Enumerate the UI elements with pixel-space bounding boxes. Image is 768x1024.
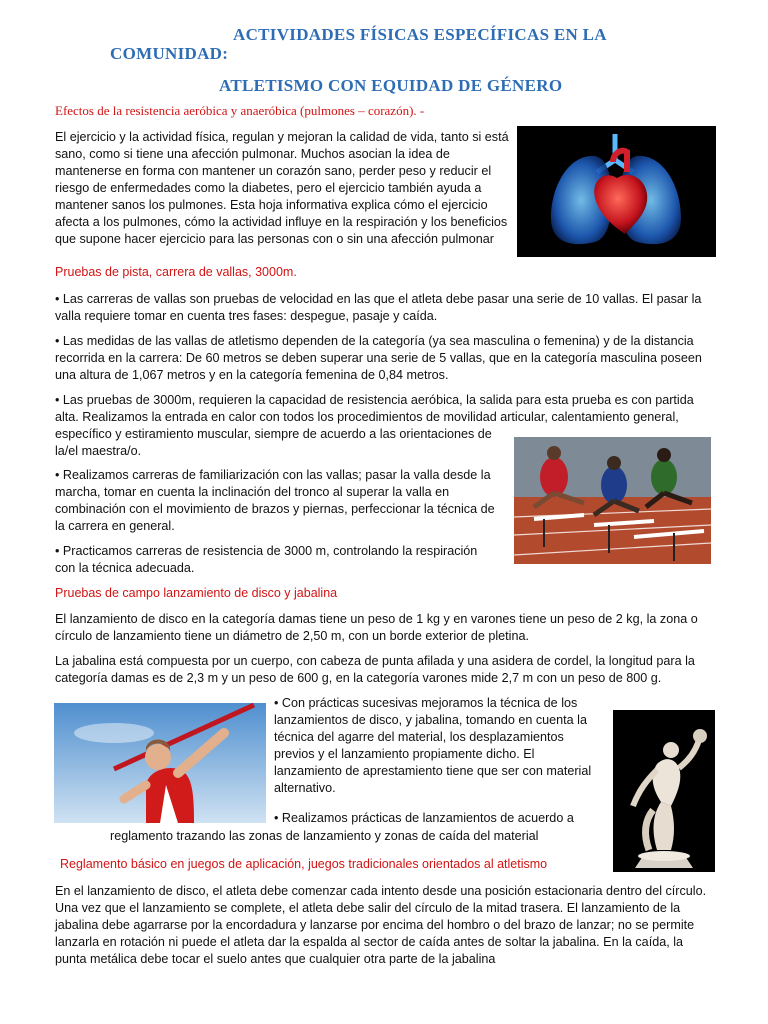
section-body-effects (55, 129, 510, 248)
paragraph: reglamento trazando las zonas de lanzamiento y zonas de caída del material (110, 829, 539, 843)
section-heading-effects: Efectos de la resistencia aeróbica y anaeróbica (pulmones – corazón). - (55, 103, 425, 118)
paragraph-throwing-practice-b (110, 828, 610, 845)
paragraph-throwing-technique (274, 695, 599, 797)
paragraph-3000m-b (55, 426, 510, 460)
paragraph: • Con prácticas sucesivas mejoramos la técnica de los lanzamientos de disco, y jabalina, tomando en cuenta la técnica del agarre del material, los desplazamientos previos y el lanzamiento propiamente dicho. El lanzamiento de aprestamiento tiene que ser con material alternativo. (274, 696, 592, 795)
paragraph: • Las pruebas de 3000m, requieren la capacidad de resistencia aeróbica, la salida para esta prueba es con partida alta. Realizamos la entrada en calor con todos los procedimientos de movilidad articular, calentamiento general, (55, 393, 694, 424)
paragraph: La jabalina está compuesta por un cuerpo, con cabeza de punta afilada y una asidera de cordel, la longitud para la categoría damas es de 2,3 m y un peso de 600 g, en la categoría varones mide 2,7 m con un peso de 800 g. (55, 654, 695, 685)
paragraph: El ejercicio y la actividad física, regulan y mejoran la calidad de vida, tanto si está sano, como si tiene una afección pulmonar. Muchos asocian la idea de mantenerse en forma con mantener un corazón sano, perder peso y reducir el riesgo de enfermedades como la diabetes, pero el ejercicio también ayuda a mantener sanos los pulmones. Esta hoja informativa explica cómo el ejercicio afecta a los pulmones, cómo la actividad influye en la respiración y los beneficios que supone hacer ejercicio para las personas con o sin una afección pulmonar (55, 130, 509, 246)
discobolus-statue-image (613, 710, 715, 872)
title-line-2: COMUNIDAD: (110, 44, 229, 63)
paragraph: • Realizamos carreras de familiarización con las vallas; pasar la valla desde la marcha, tomar en cuenta la inclinación del tronco al superar la valla en combinación con el movimiento de brazos y piernas, perfeccionar la técnica de la carrera en general. (55, 468, 495, 533)
paragraph: En el lanzamiento de disco, el atleta debe comenzar cada intento desde una posición estacionaria dentro del círculo. Una vez que el lanzamiento se complete, el atleta debe salir del círculo de la mitad trasera. El lanzamiento de la jabalina debe agarrarse por la encordadura y lanzarse por encima del hombro o del brazo de lanzar; no se permite lanzarla en rotación ni puede el atleta dar la espalda al sector de caída antes de soltar la jabalina. En la caída, la punta metálica debe tocar el suelo antes que cualquier otra parte de la jabalina (55, 884, 707, 966)
paragraph: • Las medidas de las vallas de atletismo dependen de la categoría (ya sea masculina o femenina) y de la distancia recorrida en la carrera: De 60 metros se deben superar una serie de 5 vallas, que en la categoría masculina poseen una altura de 1,067 metros y en la categoría femenina de 0,84 metros. (55, 334, 702, 382)
section-heading-field: Pruebas de campo lanzamiento de disco y jabalina (55, 586, 338, 600)
section-heading-track: Pruebas de pista, carrera de vallas, 3000m. (55, 265, 297, 279)
paragraph-throwing-practice-a (274, 810, 604, 827)
lungs-heart-image (517, 126, 716, 257)
javelin-thrower-image (54, 703, 266, 823)
title-line-1: ACTIVIDADES FÍSICAS ESPECÍFICAS EN LA (233, 25, 607, 44)
paragraph-hurdle-measures (55, 333, 715, 384)
paragraph: • Practicamos carreras de resistencia de 3000 m, controlando la respiración con la técnica adecuada. (55, 544, 478, 575)
hurdles-image (514, 437, 711, 564)
paragraph-familiarization (55, 467, 500, 535)
paragraph-3000m-a (55, 392, 715, 426)
paragraph-hurdles-phases (55, 291, 715, 325)
section-body-rules (55, 883, 710, 968)
paragraph: • Realizamos prácticas de lanzamientos de acuerdo a (274, 811, 574, 825)
paragraph-3000m-practice (55, 543, 495, 577)
paragraph: específico y estiramiento muscular, siempre de acuerdo a las orientaciones de la/el maestra/o. (55, 427, 492, 458)
title-line-3: ATLETISMO CON EQUIDAD DE GÉNERO (219, 76, 563, 95)
paragraph-discus-rules (55, 611, 715, 645)
section-heading-rules: Reglamento básico en juegos de aplicación, juegos tradicionales orientados al atletismo (60, 857, 548, 871)
paragraph: • Las carreras de vallas son pruebas de velocidad en las que el atleta debe pasar una serie de 10 vallas. El pasar la valla requiere tomar en cuenta tres fases: despegue, pasaje y caída. (55, 292, 702, 323)
paragraph: El lanzamiento de disco en la categoría damas tiene un peso de 1 kg y en varones tiene un peso de 2 kg, la zona o círculo de lanzamiento tiene un diámetro de 2,50 m, con un borde exterior de pletina. (55, 612, 698, 643)
paragraph-javelin-specs (55, 653, 715, 687)
